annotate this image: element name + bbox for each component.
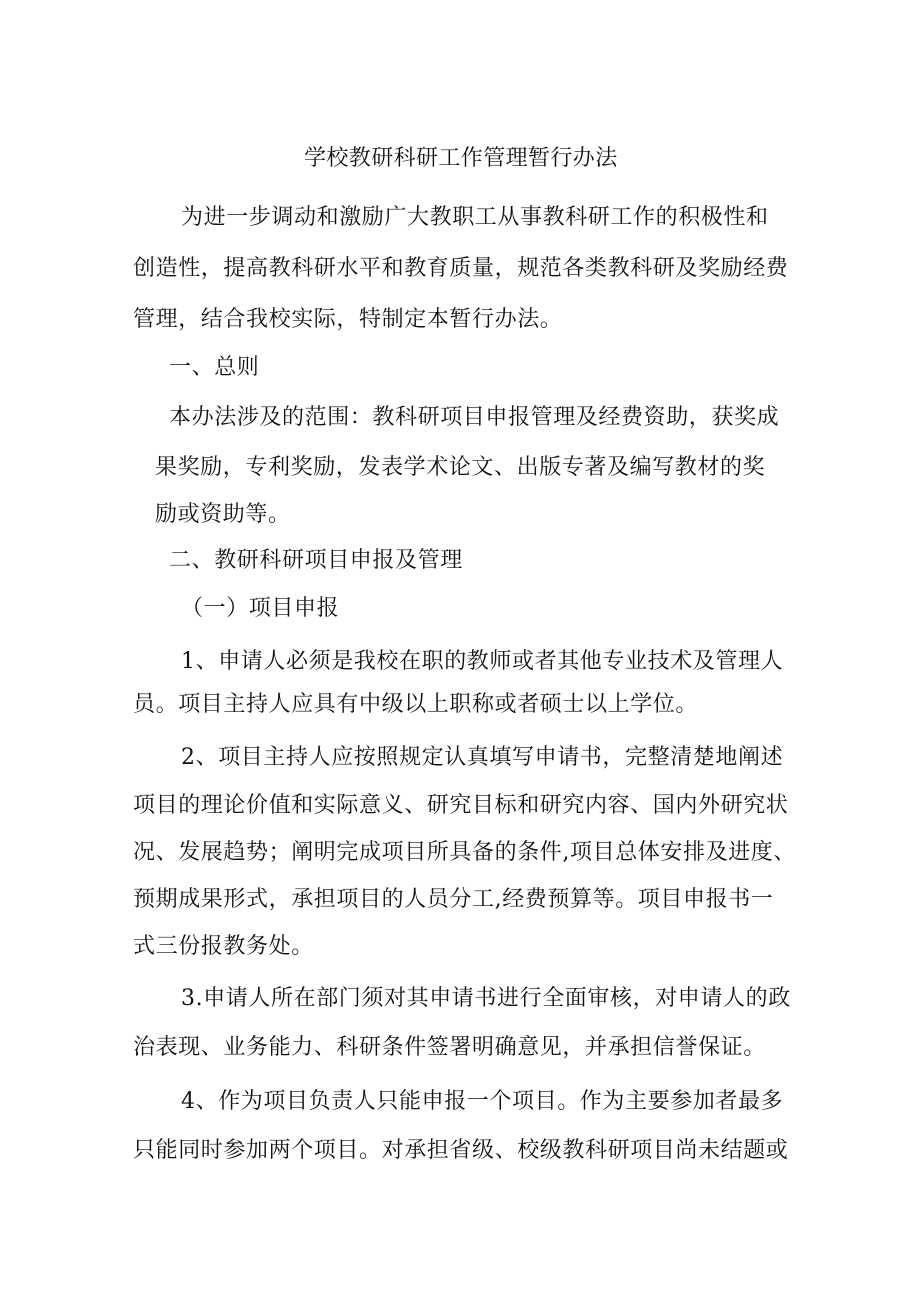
paragraph-line: 项目的理论价值和实际意义、研究目标和研究内容、国内外研究状 (133, 793, 789, 818)
paragraph-line: 励或资助等。 (155, 502, 291, 527)
paragraph-line: 员。项目主持人应具有中级以上职称或者硕士以上学位。 (133, 692, 699, 717)
paragraph-line: 1、申请人必须是我校在职的教师或者其他专业技术及管理人 (181, 649, 784, 674)
paragraph-line: 本办法涉及的范围：教科研项目申报管理及经费资助，获奖成 (169, 405, 780, 430)
subsection-heading: （一）项目申报 (181, 596, 340, 621)
section-heading: 一、总则 (169, 355, 260, 380)
paragraph-line: 为进一步调动和激励广大教职工从事教科研工作的积极性和 (181, 205, 769, 230)
paragraph-line: 式三份报教务处。 (133, 934, 314, 959)
paragraph-line: 2、项目主持人应按照规定认真填写申请书，完整清楚地阐述 (181, 745, 784, 770)
paragraph-line: 果奖励，专利奖励，发表学术论文、出版专著及编写教材的奖 (155, 455, 766, 480)
paragraph-line: 管理，结合我校实际，特制定本暂行办法。 (133, 307, 563, 332)
paragraph-line: 只能同时参加两个项目。对承担省级、校级教科研项目尚未结题或 (133, 1138, 789, 1163)
paragraph-line: 预期成果形式，承担项目的人员分工,经费预算等。项目申报书一 (133, 887, 774, 912)
section-heading: 二、教研科研项目申报及管理 (169, 548, 463, 573)
paragraph-line: 3.申请人所在部门须对其申请书进行全面审核，对申请人的政 (181, 986, 791, 1011)
paragraph-line: 况、发展趋势；阐明完成项目所具备的条件,项目总体安排及进度、 (133, 840, 796, 865)
paragraph-line: 治表现、业务能力、科研条件签署明确意见，并承担信誉保证。 (133, 1035, 766, 1060)
paragraph-line: 创造性，提高教科研水平和教育质量，规范各类教科研及奖励经费 (133, 256, 789, 281)
document-title: 学校教研科研工作管理暂行办法 (304, 146, 618, 171)
paragraph-line: 4、作为项目负责人只能申报一个项目。作为主要参加者最多 (181, 1089, 784, 1114)
